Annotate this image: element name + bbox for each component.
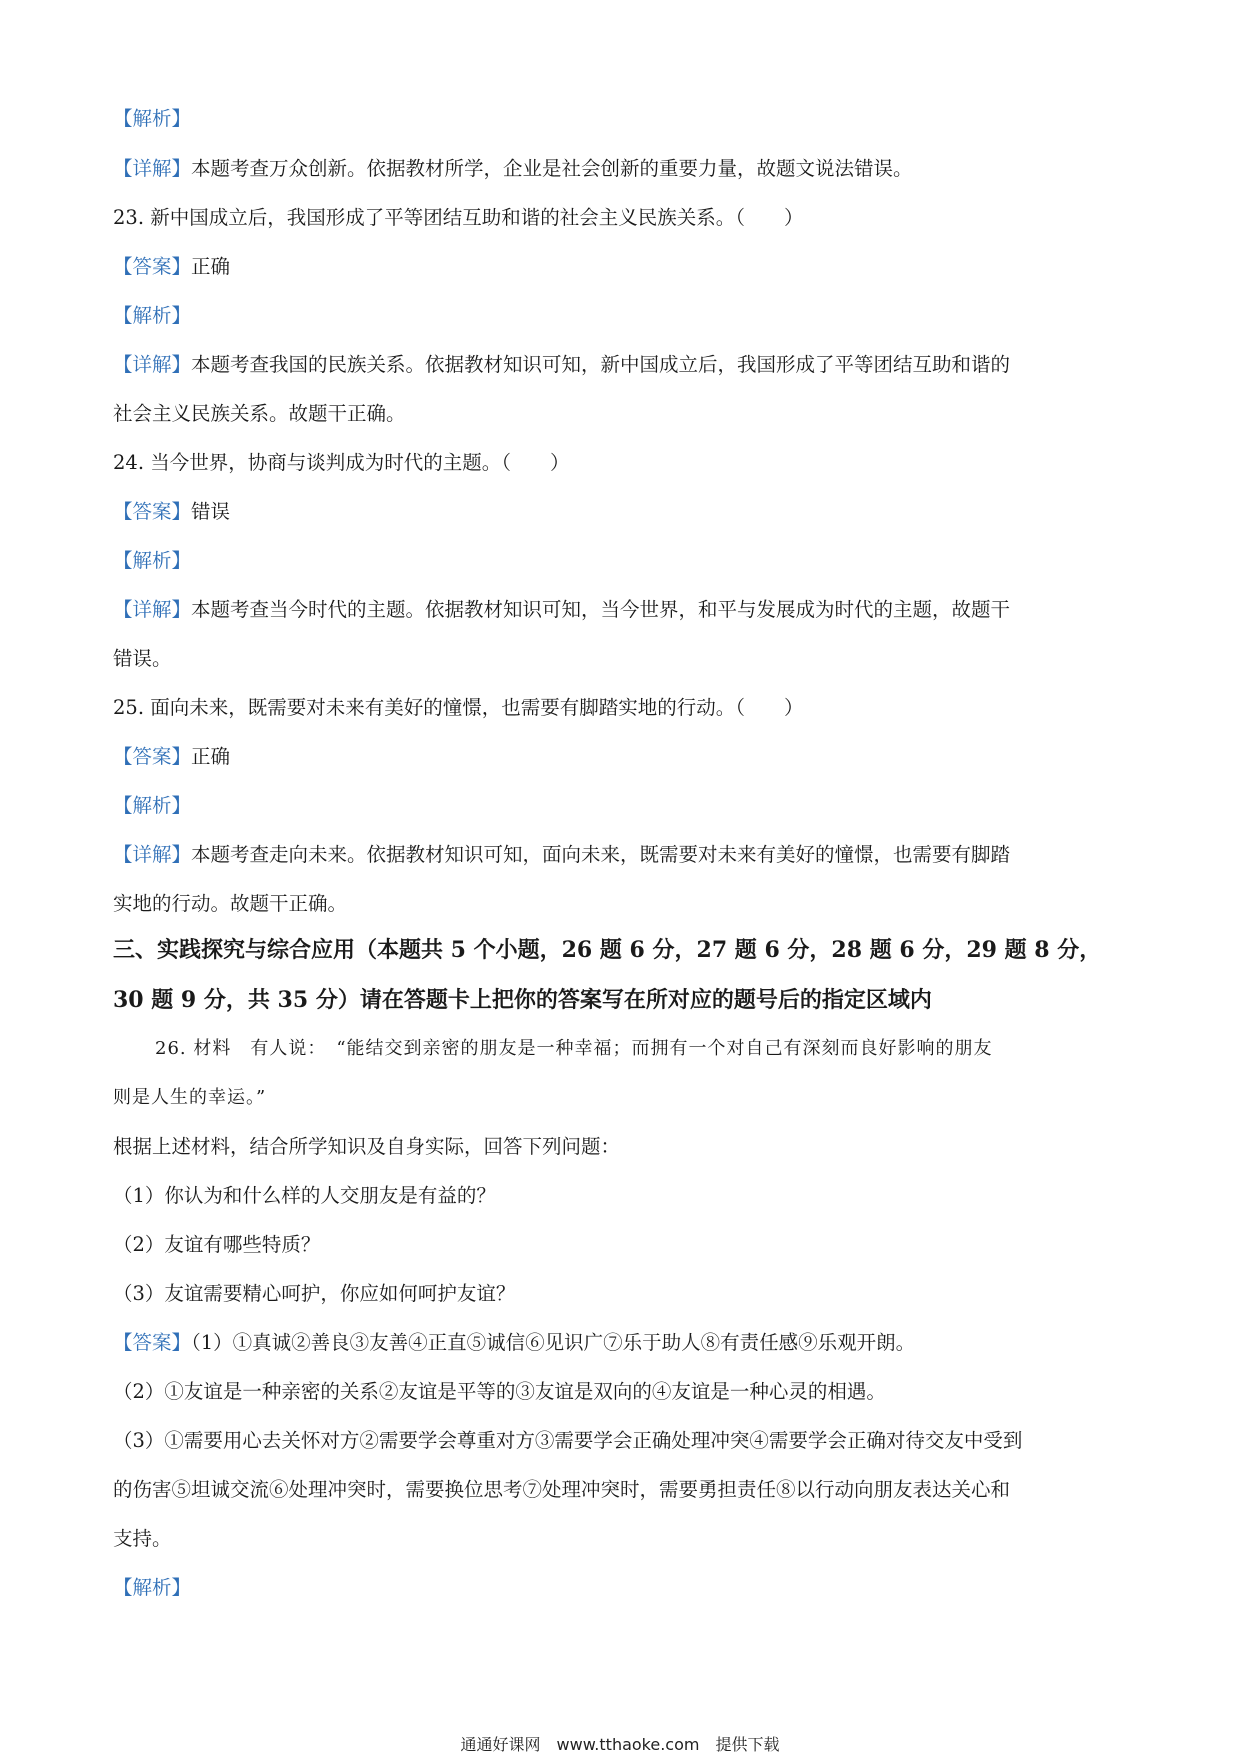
- question-26-sub-3: （3）友谊需要精心呵护，你应如何呵护友谊？: [113, 1282, 516, 1305]
- question-26-sub-1: （1）你认为和什么样的人交朋友是有益的？: [113, 1184, 496, 1207]
- answer-23: 【答案】正确: [113, 255, 231, 278]
- question-25: 25. 面向未来，既需要对未来有美好的憧憬，也需要有脚踏实地的行动。（ ）: [113, 696, 804, 719]
- detail-line: 【详解】本题考查万众创新。依据教材所学，企业是社会创新的重要力量，故题文说法错误。: [113, 157, 913, 180]
- question-24: 24. 当今世界，协商与谈判成为时代的主题。（ ）: [113, 451, 570, 474]
- detail-24-line-2: 错误。: [113, 647, 172, 670]
- page-footer: 通通好课网 www.tthaoke.com 提供下载: [460, 1735, 780, 1754]
- analysis-26: 【解析】: [113, 1576, 192, 1599]
- answer-25: 【答案】正确: [113, 745, 231, 768]
- question-23: 23. 新中国成立后，我国形成了平等团结互助和谐的社会主义民族关系。（ ）: [113, 206, 804, 229]
- material-line-1: 26. 材料 有人说： “能结交到亲密的朋友是一种幸福；而拥有一个对自己有深刻而良好影响的朋友: [155, 1038, 993, 1059]
- detail-23-line-2: 社会主义民族关系。故题干正确。: [113, 402, 406, 425]
- section-heading-line-2: 30 题 9 分，共 35 分）请在答题卡上把你的答案写在所对应的题号后的指定区域内: [113, 987, 932, 1013]
- question-26-sub-2: （2）友谊有哪些特质？: [113, 1233, 321, 1256]
- answer-24: 【答案】错误: [113, 500, 231, 523]
- detail-25-line-1: 【详解】本题考查走向未来。依据教材知识可知，面向未来，既需要对未来有美好的憧憬，也需要有脚踏: [113, 843, 1011, 866]
- analysis-23: 【解析】: [113, 304, 192, 327]
- detail-23-line-1: 【详解】本题考查我国的民族关系。依据教材知识可知，新中国成立后，我国形成了平等团结互助和谐的: [113, 353, 1011, 376]
- section-heading-line-1: 三、实践探究与综合应用（本题共 5 个小题，26 题 6 分，27 题 6 分，28 题 6 分，29 题 8 分，: [113, 937, 1102, 963]
- answer-26-line-3: （3）①需要用心去关怀对方②需要学会尊重对方③需要学会正确处理冲突④需要学会正确对待交友中受到: [113, 1429, 1023, 1452]
- analysis-label: 【解析】: [113, 107, 192, 130]
- material-line-2: 则是人生的幸运。”: [113, 1087, 267, 1108]
- detail-25-line-2: 实地的行动。故题干正确。: [113, 892, 348, 915]
- answer-26-line-2: （2）①友谊是一种亲密的关系②友谊是平等的③友谊是双向的④友谊是一种心灵的相遇。: [113, 1380, 886, 1403]
- analysis-25: 【解析】: [113, 794, 192, 817]
- answer-26-line-5: 支持。: [113, 1527, 172, 1550]
- analysis-24: 【解析】: [113, 549, 192, 572]
- detail-24-line-1: 【详解】本题考查当今时代的主题。依据教材知识可知，当今世界，和平与发展成为时代的主题，故题干: [113, 598, 1011, 621]
- answer-26-line-4: 的伤害⑤坦诚交流⑥处理冲突时，需要换位思考⑦处理冲突时，需要勇担责任⑧以行动向朋友表达关心和: [113, 1478, 1011, 1501]
- question-26-intro: 根据上述材料，结合所学知识及自身实际，回答下列问题：: [113, 1135, 621, 1158]
- answer-26-line-1: 【答案】（1）①真诚②善良③友善④正直⑤诚信⑥见识广⑦乐于助人⑧有责任感⑨乐观开朗。: [113, 1331, 916, 1354]
